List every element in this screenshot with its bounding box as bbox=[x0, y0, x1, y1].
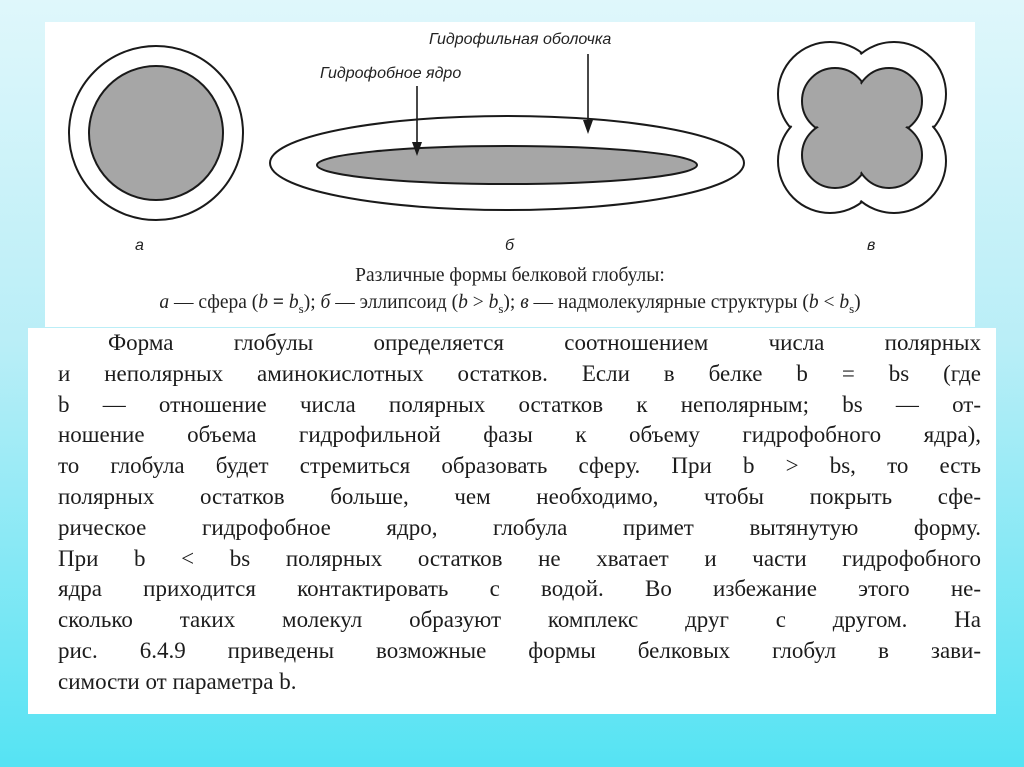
paragraph-line: и неполярных аминокислотных остатков. Если в белке b = bs (где bbox=[58, 360, 981, 386]
caption-part: ); bbox=[503, 292, 521, 313]
paragraph-line: ядра приходится контактировать с водой. Во избежание этого не- bbox=[58, 576, 981, 602]
caption-part: b bbox=[258, 292, 269, 313]
paragraph-line: сколько таких молекул образуют комплекс друг с другом. На bbox=[58, 607, 981, 633]
caption-part: b bbox=[808, 292, 819, 313]
caption-title: Различные формы белковой глобулы: bbox=[355, 265, 665, 286]
paragraph-line: то глобула будет стремиться образовать сферу. При b > bs, то есть bbox=[58, 453, 981, 479]
caption-part: — надмолекулярные структуры ( bbox=[528, 292, 809, 313]
sphere-core bbox=[89, 66, 223, 200]
paragraph-line: рическое гидрофобное ядро, глобула примет вытянутую форму. bbox=[58, 514, 981, 540]
sublabel-b: б bbox=[505, 237, 514, 254]
sublabel-a: а bbox=[135, 237, 144, 254]
caption-part: b bbox=[458, 292, 468, 313]
caption-part: б bbox=[320, 292, 331, 313]
caption-legend bbox=[45, 292, 975, 317]
ellipsoid-core bbox=[317, 146, 697, 184]
arrow-shell bbox=[583, 54, 593, 134]
callout-hydrophilic-shell: Гидрофильная оболочка bbox=[429, 31, 612, 48]
caption-part: s bbox=[298, 300, 304, 316]
paragraph-line: Форма глобулы определяется соотношением числа полярных bbox=[108, 330, 981, 355]
caption-part: — сфера ( bbox=[169, 292, 259, 313]
caption-part: ) bbox=[854, 292, 861, 313]
caption-part: s bbox=[849, 300, 855, 316]
callout-hydrophobic-core: Гидрофобное ядро bbox=[320, 65, 462, 82]
sublabel-c: в bbox=[867, 237, 876, 254]
caption-part: ); bbox=[303, 292, 321, 313]
caption-part: = bbox=[268, 292, 289, 313]
paragraph-line: полярных остатков больше, чем необходимо, чтобы покрыть сфе- bbox=[58, 483, 981, 509]
caption-part: b bbox=[839, 292, 850, 313]
paragraph-line: b — отношение числа полярных остатков к неполярным; bs — от- bbox=[58, 391, 981, 417]
caption-part: > bbox=[467, 292, 489, 313]
paragraph-line: симости от параметра b. bbox=[58, 668, 297, 694]
paragraph-line: При b < bs полярных остатков не хватает и части гидрофобного bbox=[58, 545, 981, 571]
caption-part: b bbox=[288, 292, 299, 313]
caption-part: — эллипсоид ( bbox=[330, 292, 459, 313]
figure-panel bbox=[45, 22, 975, 327]
paragraph-line: ношение объема гидрофильной фазы к объему гидрофобного ядра), bbox=[58, 422, 981, 448]
caption-part: s bbox=[498, 300, 504, 316]
caption-part: b bbox=[488, 292, 499, 313]
caption-part: в bbox=[520, 292, 529, 313]
paragraph-line: рис. 6.4.9 приведены возможные формы белковых глобул в зави- bbox=[58, 637, 981, 663]
text-panel bbox=[28, 328, 996, 714]
body-paragraph bbox=[58, 328, 981, 698]
caption-part: < bbox=[818, 292, 840, 313]
caption-part: а bbox=[159, 292, 170, 313]
supramolecular-core bbox=[802, 68, 922, 188]
